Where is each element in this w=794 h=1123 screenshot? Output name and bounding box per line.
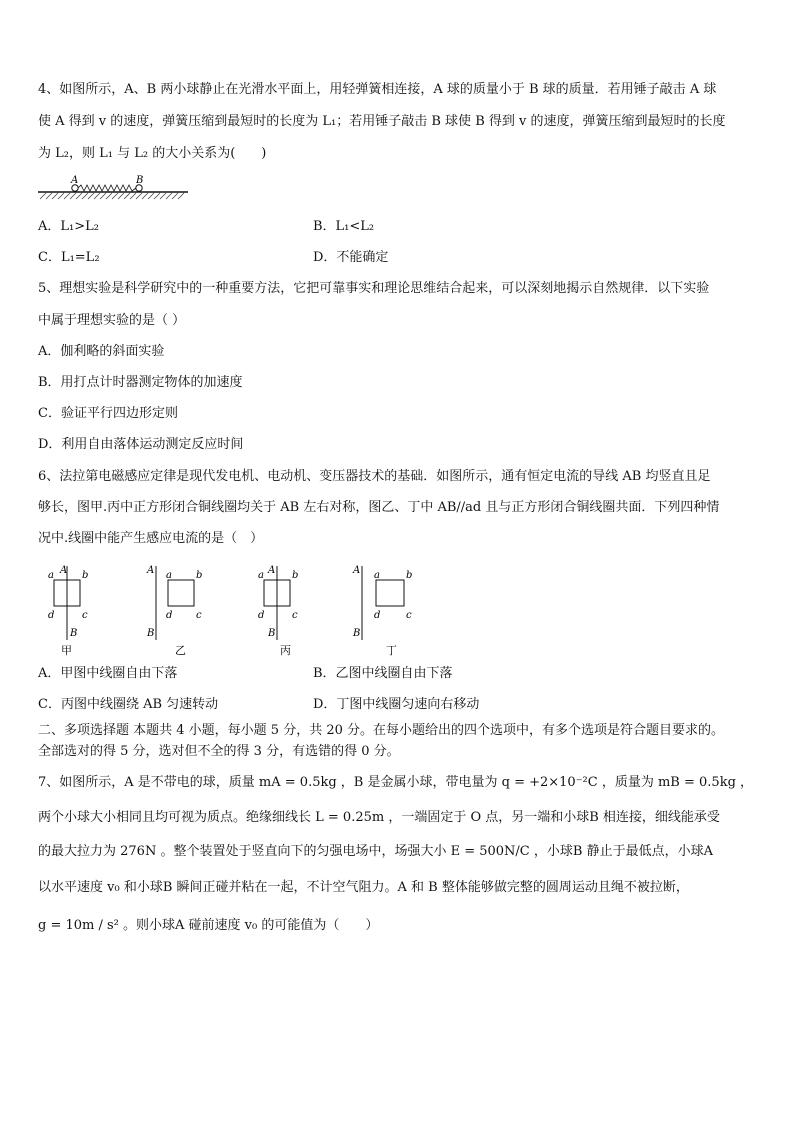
svg-text:d: d [48, 610, 55, 621]
section2-heading-line1: 二、多项选择题 本题共 4 小题，每小题 5 分，共 20 分。在每小题给出的四个选项中，有多个选项是符合题目要求的。 [38, 723, 725, 738]
svg-text:A: A [353, 565, 361, 576]
figure-bing [258, 565, 298, 657]
svg-text:a: a [374, 570, 380, 581]
ball-a-label: A [71, 175, 79, 186]
svg-text:b: b [292, 570, 299, 581]
q5-option-d: D．利用自由落体运动测定反应时间 [38, 437, 244, 452]
q6-option-a: A．甲图中线圈自由下落 [38, 666, 178, 681]
svg-text:a: a [258, 570, 264, 581]
svg-text:c: c [82, 610, 88, 621]
svg-text:a: a [166, 570, 172, 581]
spring [78, 185, 136, 191]
q7-text-line4: 以水平速度 v₀ 和小球B 瞬间正碰并粘在一起，不计空气阻力。A 和 B 整体能够做完整的圆周运动且绳不被拉断， [38, 880, 689, 895]
q6-option-b: B．乙图中线圈自由下落 [313, 666, 453, 681]
svg-text:丁: 丁 [386, 644, 397, 657]
q7-text-line5: g = 10m / s² 。则小球A 碰前速度 v₀ 的可能值为（ ） [38, 918, 379, 933]
q5-option-c: C．验证平行四边形定则 [38, 406, 178, 421]
figure-jia [48, 565, 88, 657]
q5-text-line1: 5、理想实验是科学研究中的一种重要方法，它把可靠事实和理论思维结合起来，可以深刻地揭示自然规律．以下实验 [38, 281, 710, 296]
svg-text:B: B [353, 628, 361, 639]
q7-text-line3: 的最大拉力为 276N 。整个装置处于竖直向下的匀强电场中，场强大小 E = 500N/C ，小球B 静止于最低点，小球A [38, 844, 713, 859]
q5-option-b: B．用打点计时器测定物体的加速度 [38, 375, 243, 390]
svg-text:乙: 乙 [175, 644, 186, 657]
q4-option-a: A．L₁>L₂ [38, 219, 99, 234]
svg-text:c: c [292, 610, 298, 621]
svg-text:b: b [406, 570, 413, 581]
q4-text-line3: 为 L₂，则 L₁ 与 L₂ 的大小关系为( ) [38, 146, 267, 161]
q6-text-line3: 况中.线圈中能产生感应电流的是（ ） [38, 531, 264, 546]
q4-text-line1: 4、如图所示，A、B 两小球静止在光滑水平面上，用轻弹簧相连接，A 球的质量小于 B 球的质量．若用锤子敲击 A 球 [38, 82, 717, 97]
svg-text:B: B [268, 628, 276, 639]
svg-text:丙: 丙 [280, 644, 291, 657]
q5-option-a: A．伽利略的斜面实验 [38, 344, 165, 359]
figure-yi [146, 565, 202, 657]
svg-text:a: a [48, 570, 54, 581]
svg-text:b: b [82, 570, 89, 581]
ball-b-label: B [136, 175, 144, 186]
svg-text:B: B [70, 628, 78, 639]
q7-text-line1: 7、如图所示，A 是不带电的球，质量 mA = 0.5kg ，B 是金属小球，带电量为 q = +2×10⁻²C ，质量为 mB = 0.5kg ， [38, 775, 754, 790]
q6-option-c: C．丙图中线圈绕 AB 匀速转动 [38, 697, 219, 712]
svg-text:d: d [258, 610, 265, 621]
figure-ding [352, 565, 412, 657]
coil-figures [44, 562, 424, 658]
q6-option-d: D．丁图中线圈匀速向右移动 [313, 697, 480, 712]
svg-text:A: A [147, 565, 155, 576]
svg-text:A: A [268, 565, 276, 576]
ground-hatching [40, 193, 184, 199]
q7-text-line2: 两个小球大小相同且均可视为质点。绝缘细线长 L = 0.25m ，一端固定于 O 点，另一端和小球B 相连接，细线能承受 [38, 810, 720, 825]
q6-text-line1: 6、法拉第电磁感应定律是现代发电机、电动机、变压器技术的基础．如图所示，通有恒定电流的导线 AB 均竖直且足 [38, 469, 711, 484]
svg-text:d: d [374, 610, 381, 621]
spring-diagram [38, 174, 190, 200]
q4-text-line2: 使 A 得到 v 的速度，弹簧压缩到最短时的长度为 L₁；若用锤子敲击 B 球使 B 得到 v 的速度，弹簧压缩到最短时的长度 [38, 114, 726, 129]
q6-text-line2: 够长，图甲.丙中正方形闭合铜线圈均关于 AB 左右对称，图乙、丁中 AB//ad 且与正方形闭合铜线圈共面．下列四种情 [38, 500, 720, 515]
svg-text:d: d [166, 610, 173, 621]
svg-text:c: c [406, 610, 412, 621]
section2-heading-line2: 全部选对的得 5 分，选对但不全的得 3 分，有选错的得 0 分。 [38, 744, 400, 759]
svg-text:b: b [196, 570, 203, 581]
q5-text-line2: 中属于理想实验的是（ ） [38, 313, 186, 328]
svg-text:B: B [147, 628, 155, 639]
svg-text:c: c [196, 610, 202, 621]
q4-option-b: B．L₁<L₂ [313, 219, 375, 234]
svg-text:甲: 甲 [61, 644, 72, 657]
svg-text:A: A [60, 565, 68, 576]
q4-option-c: C．L₁=L₂ [38, 250, 100, 265]
q4-option-d: D．不能确定 [313, 250, 389, 265]
